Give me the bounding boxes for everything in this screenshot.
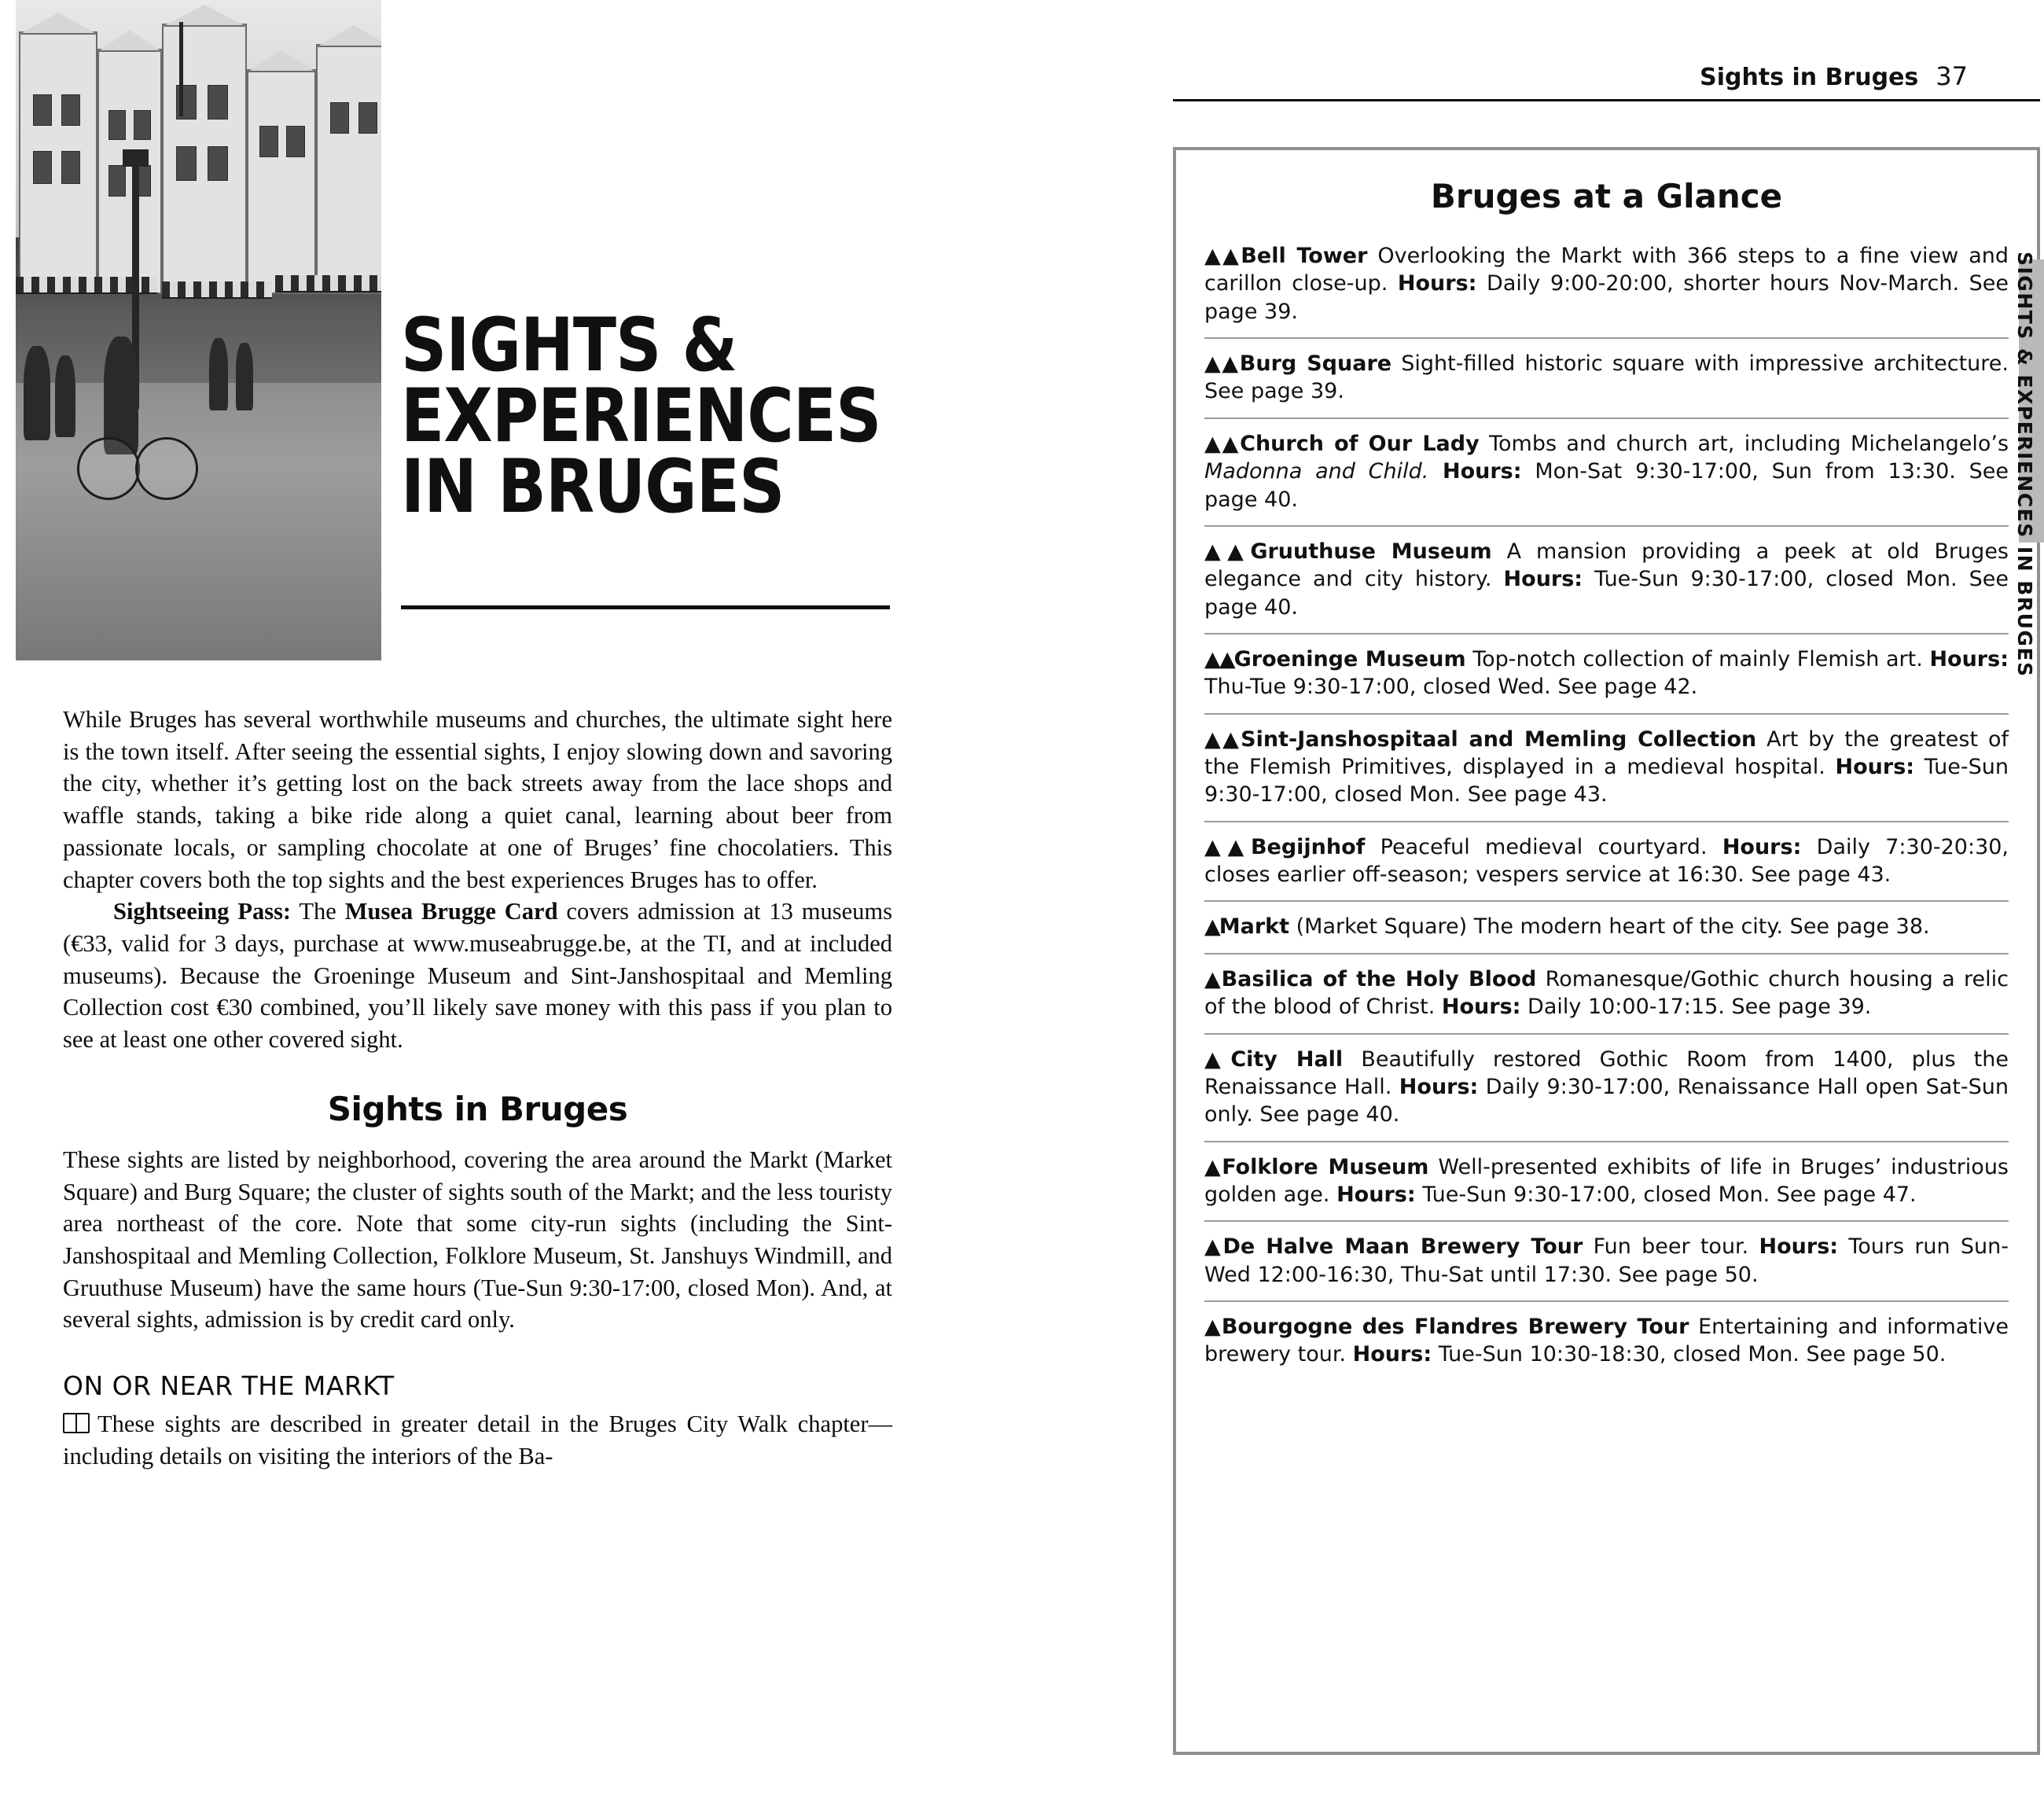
hours-text: Tue-Sun 9:30-17:00, closed Mon. See page 43. [1204, 755, 2009, 807]
rating-triangles-icon: ▲▲ [1204, 834, 1251, 859]
hours-label: Hours: [1722, 834, 1802, 859]
pass-text-b: covers admission at 13 museums (€33, valid for 3 days, purchase at www.museabrugge.be, at the TI, and at included museums). Because the Groeninge Museum and Sint-Janshospitaal and Memling Collection cost €30 combined, you’ll likely save money with this pass if you plan to see at least one other covered sight. [63, 898, 892, 1054]
sight-name: Begijnhof [1250, 834, 1366, 859]
title-line-3: IN BRUGES [401, 444, 785, 531]
hours-label: Hours: [1336, 1182, 1416, 1207]
window [259, 126, 278, 157]
pass-text-a: The [291, 898, 345, 925]
sidebar-sight-entry[interactable] [1204, 902, 2009, 954]
hours-text: Daily 10:00-17:15. See page 39. [1520, 995, 1872, 1020]
subsection-text: These sights are described in greater detail in the Bruges City Walk chapter—including details on visiting the interiors of the Ba- [63, 1411, 892, 1469]
rating-triangles-icon: ▲▲ [1204, 431, 1241, 456]
sidebar-sight-entry[interactable] [1204, 231, 2009, 339]
pedestrian [24, 346, 50, 440]
header-divider [1173, 99, 2040, 101]
gable-house [19, 31, 97, 294]
sidebar-title: Bruges at a Glance [1430, 177, 1783, 215]
sidebar-sight-entry[interactable] [1204, 1302, 2009, 1381]
sight-description: Beautifully restored Gothic Room from 1400, plus the Renaissance Hall. [1204, 1046, 2009, 1099]
window [358, 102, 377, 134]
window [33, 151, 52, 184]
bruges-at-a-glance-sidebar [1173, 147, 2040, 1755]
musea-brugge-card-label: Musea Brugge Card [344, 898, 558, 925]
hours-text: Tue-Sun 9:30-17:00, closed Mon. See page 40. [1204, 567, 2009, 620]
hours-text: Tue-Sun 10:30-18:30, closed Mon. See page 50. [1432, 1342, 1947, 1367]
window [61, 151, 80, 184]
sight-description: Fun beer tour. [1583, 1234, 1759, 1260]
window [208, 85, 228, 120]
book-icon [63, 1413, 90, 1433]
rating-triangles-icon: ▲ [1204, 1046, 1231, 1072]
hours-text: Mon-Sat 9:30-17:00, Sun from 13:30. See page 40. [1204, 459, 2009, 512]
rating-triangles-icon: ▲▲ [1204, 351, 1240, 377]
hours-text: Daily 9:30-17:00, Renaissance Hall open Sat-Sun only. See page 40. [1204, 1074, 2009, 1127]
sight-description: Top-notch collection of mainly Flemish art. [1465, 646, 1930, 671]
sight-name: Sint-Janshospitaal and Memling Collection [1241, 726, 1757, 752]
sight-description: (Market Square) The modern heart of the city. See page 38. [1289, 914, 1930, 940]
sight-description: Peaceful medieval courtyard. [1365, 834, 1722, 859]
sight-name: De Halve Maan Brewery Tour [1222, 1234, 1583, 1260]
hours-label: Hours: [1835, 755, 1915, 780]
pedestrian [236, 343, 253, 410]
window [176, 146, 197, 181]
running-header-title: Sights in Bruges [1700, 64, 1919, 91]
left-page [0, 0, 920, 1817]
lamp-head [123, 149, 149, 167]
cafe-awning [162, 281, 272, 299]
page-number: 37 [1936, 61, 1968, 91]
window [33, 94, 52, 126]
gable-house [316, 44, 381, 294]
hours-label: Hours: [1428, 459, 1522, 484]
sight-name: Church of Our Lady [1240, 431, 1480, 456]
sight-description: Entertaining and informative brewery tour. [1204, 1315, 2009, 1367]
window [208, 146, 228, 181]
hours-label: Hours: [1929, 646, 2009, 671]
hours-text: Daily 9:00-20:00, shorter hours Nov-March. See page 39. [1204, 271, 2009, 324]
body-copy [63, 704, 892, 1472]
window [330, 102, 349, 134]
sight-description: Overlooking the Markt with 366 steps to a fine view and carillon close-up. [1204, 244, 2009, 296]
sight-description: Sight-filled historic square with impressive architecture. See page 39. [1204, 351, 2009, 404]
rating-triangles-icon: ▲▲ [1204, 726, 1241, 752]
pedestrian [55, 355, 75, 437]
sight-description: Romanesque/Gothic church housing a relic of the blood of Christ. [1204, 966, 2009, 1020]
window [134, 110, 151, 140]
gable-house [97, 49, 162, 294]
pedestrian [209, 338, 228, 410]
rating-triangles-icon: ▲ [1204, 914, 1219, 940]
sight-name: City Hall [1230, 1046, 1344, 1072]
sidebar-sight-entry[interactable] [1204, 339, 2009, 419]
page-title [401, 303, 888, 531]
window [108, 165, 126, 197]
hours-text: Tue-Sun 9:30-17:00, closed Mon. See page 47. [1415, 1182, 1917, 1207]
section-paragraph: These sights are listed by neighborhood, covering the area around the Markt (Market Square) and Burg Square; the cluster of sights south of the Markt; and the less touristy area northeast of the core. Note that some city-run sights (including the Sint-Janshospitaal and Memling Collection, Folklore Museum, St. Janshuys Windmill, and Gruuthuse Museum) have the same hours (Tue-Sun 9:30-17:00, closed Mon). And, at several sights, admission is by credit card only. [63, 1146, 892, 1333]
sightseeing-pass-paragraph [63, 896, 892, 1056]
hours-label: Hours: [1399, 1074, 1479, 1099]
sidebar-sight-entry[interactable] [1204, 1222, 2009, 1302]
sight-name: Folklore Museum [1222, 1154, 1429, 1179]
sidebar-sight-entry[interactable] [1204, 1142, 2009, 1223]
gable-house [162, 24, 247, 294]
rating-triangles-icon: ▲ [1204, 1154, 1222, 1179]
sight-name: Markt [1219, 914, 1290, 940]
hours-label: Hours: [1397, 271, 1477, 296]
hours-text: Thu-Tue 9:30-17:00, closed Wed. See page 42. [1204, 675, 1698, 700]
artwork-title: Madonna and Child. [1204, 459, 1429, 484]
hours-text: Tours run Sun-Wed 12:00-16:30, Thu-Sat until 17:30. See page 50. [1204, 1234, 2009, 1287]
sight-description: Well-presented exhibits of life in Bruges’ industrious golden age. [1204, 1154, 2009, 1207]
sight-name: Groeninge Museum [1233, 646, 1466, 671]
running-header [1700, 61, 1968, 91]
rating-triangles-icon: ▲▲ [1204, 646, 1234, 671]
flag-pole [179, 22, 183, 116]
sidebar-sight-entry[interactable] [1204, 419, 2009, 527]
bicycle-wheel [135, 437, 198, 500]
hours-label: Hours: [1352, 1342, 1432, 1367]
sidebar-sight-entry[interactable] [1204, 822, 2009, 903]
gable-house [247, 69, 316, 294]
sidebar-sight-entry[interactable] [1204, 634, 2009, 715]
title-line-1: SIGHTS & [401, 303, 737, 388]
sight-name: Burg Square [1239, 351, 1392, 377]
sight-name: Gruuthuse Museum [1250, 539, 1492, 564]
subheading-on-or-near-the-markt: ON OR NEAR THE MARKT [63, 1370, 395, 1402]
bruges-markt-square-photo [16, 0, 381, 660]
sight-description: Art by the greatest of the Flemish Primitives, displayed in a medieval hospital. [1204, 726, 2009, 780]
rating-triangles-icon: ▲▲ [1204, 244, 1241, 268]
cafe-awning [275, 275, 381, 292]
rating-triangles-icon: ▲ [1204, 1234, 1223, 1260]
sight-description: Tombs and church art, including Michelangelo’s [1479, 431, 2009, 456]
window [108, 110, 126, 140]
window [61, 94, 80, 126]
bicycle-wheel [77, 437, 140, 500]
section-heading-sights-in-bruges: Sights in Bruges [327, 1089, 628, 1128]
edge-tab-label: SIGHTS & EXPERIENCES IN BRUGES [2013, 252, 2036, 678]
hours-label: Hours: [1503, 567, 1583, 592]
title-line-2: EXPERIENCES [401, 373, 881, 460]
subsection-paragraph [63, 1408, 892, 1472]
sidebar-sight-entry[interactable] [1204, 954, 2009, 1035]
sight-name: Bourgogne des Flandres Brewery Tour [1221, 1315, 1689, 1340]
hours-label: Hours: [1759, 1234, 1839, 1260]
sight-description: A mansion providing a peek at old Bruges elegance and city history. [1204, 539, 2009, 592]
right-page [920, 0, 2044, 1817]
sidebar-sight-entry[interactable] [1204, 1035, 2009, 1142]
hours-text: Daily 7:30-20:30, closes earlier off-season; vespers service at 16:30. See page 43. [1204, 834, 2009, 888]
sidebar-item-list [1176, 231, 2037, 1388]
sight-name: Basilica of the Holy Blood [1221, 966, 1537, 991]
sightseeing-pass-label: Sightseeing Pass: [113, 898, 292, 925]
window [286, 126, 305, 157]
sidebar-sight-entry[interactable] [1204, 527, 2009, 634]
rating-triangles-icon: ▲▲ [1204, 539, 1251, 564]
rating-triangles-icon: ▲ [1204, 1315, 1222, 1340]
rating-triangles-icon: ▲ [1204, 966, 1222, 991]
sidebar-sight-entry[interactable] [1204, 715, 2009, 822]
hours-label: Hours: [1441, 995, 1521, 1020]
title-divider [401, 605, 890, 609]
intro-paragraph: While Bruges has several worthwhile museums and churches, the ultimate sight here is the town itself. After seeing the essential sights, I enjoy slowing down and savoring the city, whether it’s getting lost on the back streets away from the lace shops and waffle stands, taking a bike ride along a quiet canal, learning about beer from passionate locals, or sampling chocolate at one of Bruges’ fine chocolatiers. This chapter covers both the top sights and the best experiences Bruges has to offer. [63, 706, 892, 893]
sight-name: Bell Tower [1241, 244, 1368, 268]
